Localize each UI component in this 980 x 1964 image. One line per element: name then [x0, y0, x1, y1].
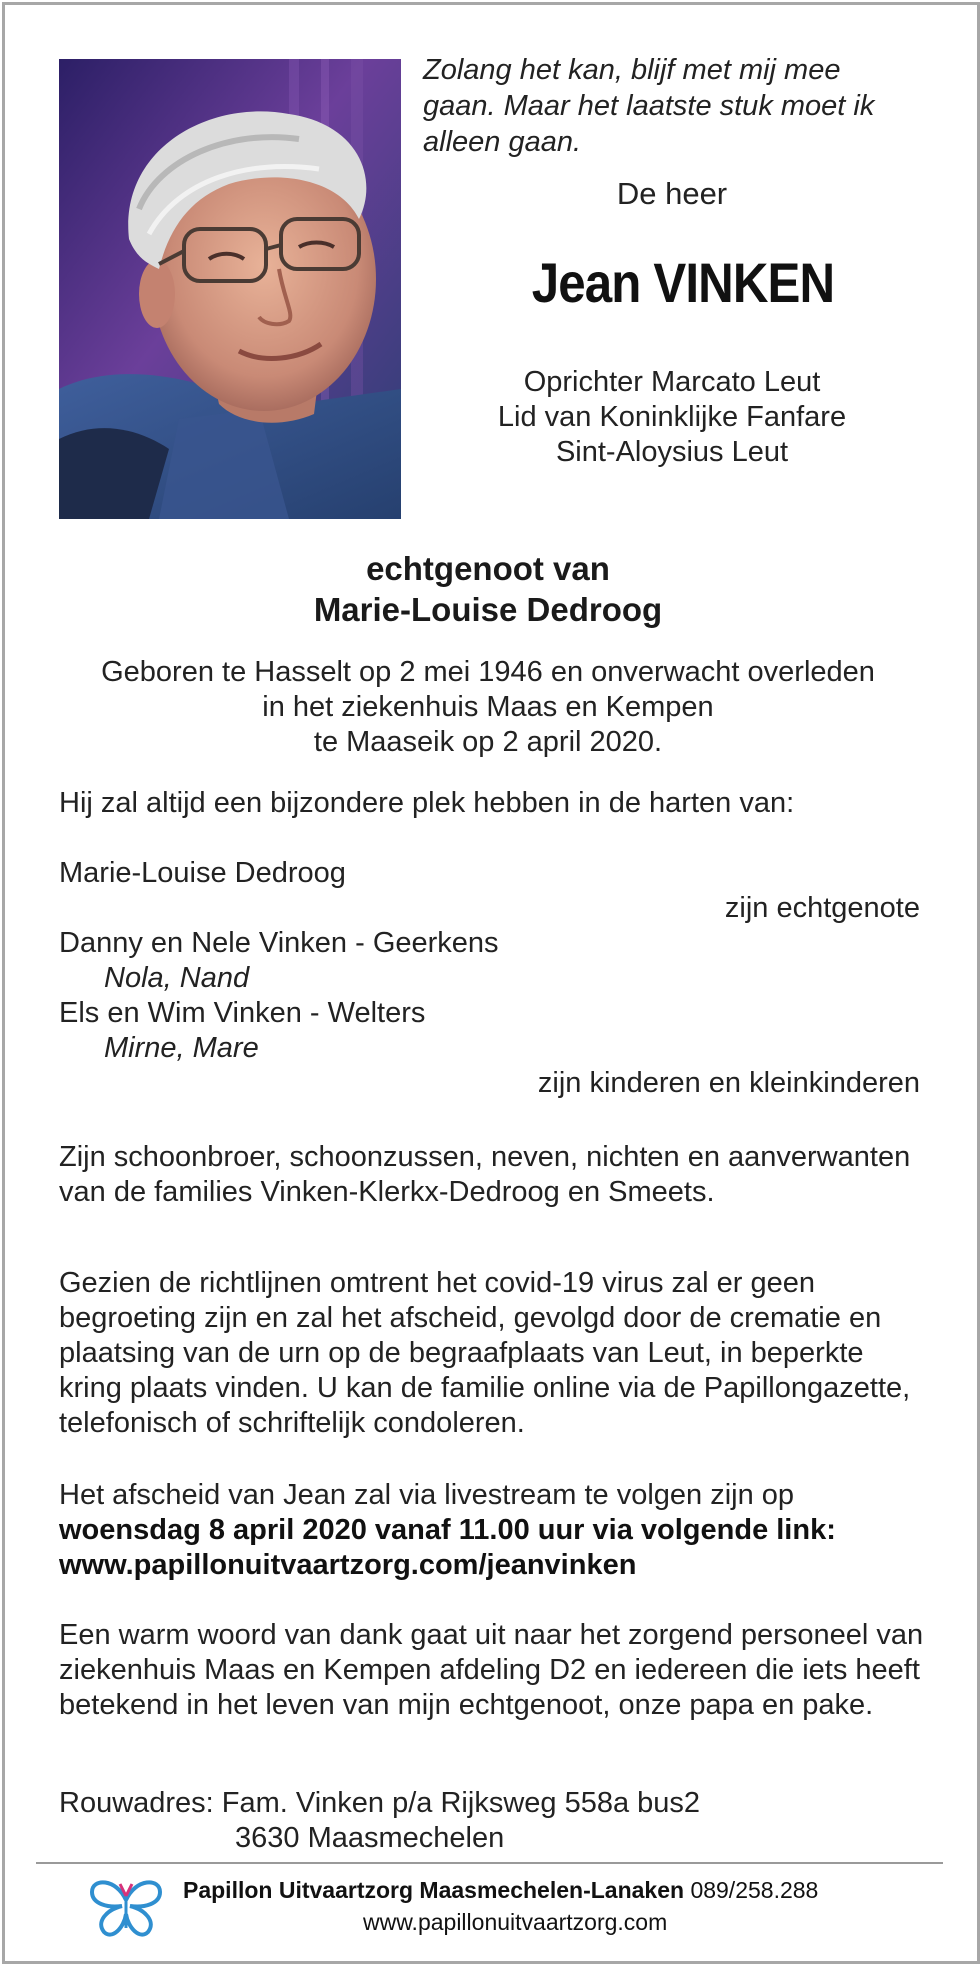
birth-line: te Maaseik op 2 april 2020. — [313, 726, 663, 758]
mourning-address: Rouwadres: Fam. Vinken p/a Rijksweg 558a bus2 — [59, 1787, 701, 1819]
funeral-home-website[interactable]: www.papillonuitvaartzorg.com — [363, 1909, 668, 1935]
deceased-name: Jean VINKEN — [531, 251, 835, 314]
spouse-name: Marie-Louise Dedroog — [313, 591, 663, 628]
livestream-link[interactable]: www.papillonuitvaartzorg.com/jeanvinken — [59, 1549, 637, 1581]
mourning-address-city: 3630 Maasmechelen — [235, 1822, 505, 1854]
role-line: Lid van Koninklijke Fanfare — [497, 401, 847, 433]
butterfly-logo-icon — [86, 1870, 166, 1942]
honorific: De heer — [616, 176, 728, 211]
poem — [423, 52, 943, 160]
mourner-grandchildren: Mirne, Mare — [104, 1032, 259, 1064]
mourners-intro: Hij zal altijd een bijzondere plek hebben in de harten van: — [59, 787, 795, 819]
livestream-text: Het afscheid van Jean zal via livestream te volgen zijn op — [59, 1479, 795, 1511]
poem-line: gaan. Maar het laatste stuk moet ik — [423, 90, 875, 122]
livestream-notice — [59, 1478, 929, 1583]
mourner-wife: Marie-Louise Dedroog — [59, 857, 346, 889]
extended-family: Zijn schoonbroer, schoonzussen, neven, nichten en aanverwanten van de families Vinken-Klerkx-Dedroog en Smeets. — [59, 1141, 911, 1208]
mourner-children-role: zijn kinderen en kleinkinderen — [537, 1067, 920, 1099]
mourner-child: Els en Wim Vinken - Welters — [59, 997, 426, 1029]
mourner-child: Danny en Nele Vinken - Geerkens — [59, 927, 499, 959]
role-line: Sint-Aloysius Leut — [555, 436, 789, 468]
portrait-photo — [59, 59, 401, 519]
thanks-note: Een warm woord van dank gaat uit naar het zorgend personeel van ziekenhuis Maas en Kempen afdeling D2 en iedereen die iets heeft betekend in het leven van mijn echtgenoot, onze papa en pake. — [59, 1619, 924, 1721]
mourner-wife-role: zijn echtgenote — [724, 892, 920, 924]
funeral-home-phone: 089/258.288 — [690, 1877, 819, 1903]
role-line: Oprichter Marcato Leut — [523, 366, 821, 398]
birth-death-statement — [0, 655, 976, 760]
funeral-home-name: Papillon Uitvaartzorg Maasmechelen-Lanaken — [183, 1877, 685, 1903]
birth-line: Geboren te Hasselt op 2 mei 1946 en onverwacht overleden — [101, 656, 875, 688]
funeral-home — [183, 1875, 818, 1905]
spouse-prefix: echtgenoot van — [366, 550, 610, 587]
mourner-grandchildren: Nola, Nand — [104, 962, 250, 994]
livestream-when: woensdag 8 april 2020 vanaf 11.00 uur via volgende link: — [59, 1514, 836, 1546]
roles — [423, 365, 921, 470]
footer-divider — [36, 1862, 943, 1864]
spouse-block — [0, 548, 976, 630]
poem-line: alleen gaan. — [423, 126, 582, 158]
birth-line: in het ziekenhuis Maas en Kempen — [262, 691, 714, 723]
poem-line: Zolang het kan, blijf met mij mee — [423, 54, 841, 86]
covid-notice: Gezien de richtlijnen omtrent het covid-19 virus zal er geen begroeting zijn en zal het afscheid, gevolgd door de crematie en plaatsing van de urn op de begraafplaats van Leut, in beperkte kring plaats vinden. U kan de familie online via de Papillongazette, telefonisch of schriftelijk condoleren. — [59, 1267, 911, 1439]
